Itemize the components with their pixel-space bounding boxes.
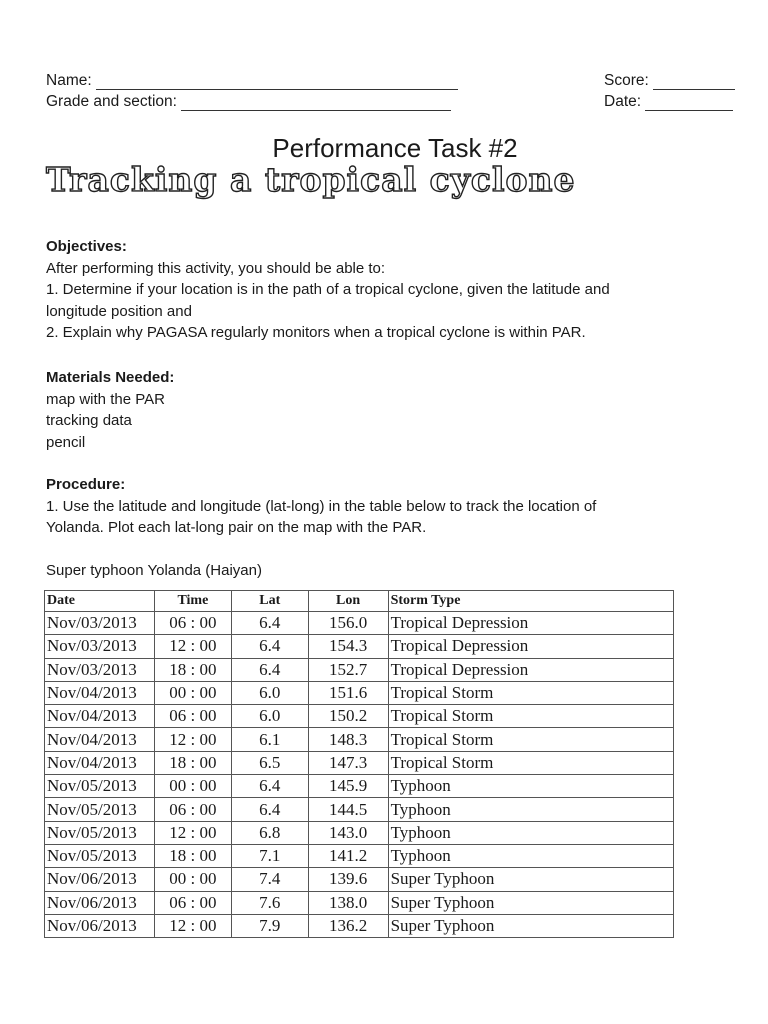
procedure-line-1: 1. Use the latitude and longitude (lat-long) in the table below to track the location of <box>46 497 597 515</box>
cell-storm-type: Tropical Storm <box>388 681 673 704</box>
cell-lat: 6.0 <box>231 681 308 704</box>
name-blank[interactable] <box>96 75 458 90</box>
cell-storm-type: Typhoon <box>388 821 673 844</box>
cell-lon: 147.3 <box>308 751 388 774</box>
materials-section <box>46 367 174 453</box>
cell-date: Nov/04/2013 <box>45 681 155 704</box>
objectives-intro: After performing this activity, you should be able to: <box>46 259 386 277</box>
cell-storm-type: Tropical Depression <box>388 658 673 681</box>
cell-storm-type: Typhoon <box>388 798 673 821</box>
score-field[interactable] <box>604 72 735 90</box>
cell-storm-type: Tropical Storm <box>388 751 673 774</box>
cell-time: 12 : 00 <box>154 635 231 658</box>
cell-lat: 7.9 <box>231 914 308 937</box>
header-lon: Lon <box>308 591 388 612</box>
cell-lat: 7.6 <box>231 891 308 914</box>
procedure-line-2: Yolanda. Plot each lat-long pair on the map with the PAR. <box>46 519 427 536</box>
table-row <box>45 612 674 635</box>
cell-lon: 139.6 <box>308 868 388 891</box>
cell-time: 12 : 00 <box>154 914 231 937</box>
cell-storm-type: Typhoon <box>388 844 673 867</box>
objective-1-line-1: 1. Determine if your location is in the path of a tropical cyclone, given the latitude and <box>46 281 610 298</box>
cell-lon: 144.5 <box>308 798 388 821</box>
cell-lon: 145.9 <box>308 775 388 798</box>
table-row <box>45 775 674 798</box>
cell-storm-type: Tropical Storm <box>388 705 673 728</box>
cell-lon: 152.7 <box>308 658 388 681</box>
cell-date: Nov/06/2013 <box>45 914 155 937</box>
cell-lat: 6.4 <box>231 612 308 635</box>
material-item: map with the PAR <box>46 390 165 408</box>
grade-section-blank[interactable] <box>181 96 451 111</box>
objectives-heading: Objectives: <box>46 238 127 255</box>
cell-date: Nov/03/2013 <box>45 658 155 681</box>
grade-section-label: Grade and section: <box>46 93 177 110</box>
cell-lat: 6.4 <box>231 798 308 821</box>
cell-lat: 7.1 <box>231 844 308 867</box>
cell-lat: 6.8 <box>231 821 308 844</box>
cell-storm-type: Typhoon <box>388 775 673 798</box>
materials-heading: Materials Needed: <box>46 369 175 386</box>
cell-time: 18 : 00 <box>154 658 231 681</box>
cell-date: Nov/05/2013 <box>45 775 155 798</box>
table-row <box>45 868 674 891</box>
cell-date: Nov/05/2013 <box>45 844 155 867</box>
table-header-row <box>45 591 674 612</box>
table-row <box>45 705 674 728</box>
cell-lon: 141.2 <box>308 844 388 867</box>
header-date: Date <box>45 591 155 612</box>
cell-lat: 6.0 <box>231 705 308 728</box>
cell-lon: 154.3 <box>308 635 388 658</box>
cell-storm-type: Tropical Storm <box>388 728 673 751</box>
cell-lat: 6.5 <box>231 751 308 774</box>
cell-lon: 148.3 <box>308 728 388 751</box>
cell-lon: 136.2 <box>308 914 388 937</box>
cell-time: 06 : 00 <box>154 891 231 914</box>
cell-lat: 6.4 <box>231 658 308 681</box>
material-item: pencil <box>46 433 86 451</box>
header-storm-type: Storm Type <box>388 591 673 612</box>
cell-date: Nov/06/2013 <box>45 891 155 914</box>
table-row <box>45 844 674 867</box>
cell-date: Nov/04/2013 <box>45 705 155 728</box>
cell-date: Nov/03/2013 <box>45 635 155 658</box>
cell-date: Nov/04/2013 <box>45 728 155 751</box>
date-blank[interactable] <box>645 96 733 111</box>
cell-time: 06 : 00 <box>154 705 231 728</box>
table-row <box>45 798 674 821</box>
grade-section-field[interactable] <box>46 93 451 111</box>
objective-1-line-2: longitude position and <box>46 302 192 320</box>
cell-lon: 151.6 <box>308 681 388 704</box>
name-label: Name: <box>46 72 92 89</box>
cell-storm-type: Tropical Depression <box>388 635 673 658</box>
table-row <box>45 658 674 681</box>
cell-date: Nov/03/2013 <box>45 612 155 635</box>
cell-storm-type: Tropical Depression <box>388 612 673 635</box>
cell-date: Nov/04/2013 <box>45 751 155 774</box>
objectives-section <box>46 236 610 344</box>
cell-time: 06 : 00 <box>154 798 231 821</box>
cell-lat: 6.4 <box>231 635 308 658</box>
procedure-heading: Procedure: <box>46 476 126 493</box>
cell-time: 12 : 00 <box>154 728 231 751</box>
cell-lat: 6.1 <box>231 728 308 751</box>
name-field[interactable] <box>46 72 458 90</box>
cell-lon: 156.0 <box>308 612 388 635</box>
table-caption: Super typhoon Yolanda (Haiyan) <box>46 562 262 579</box>
cell-time: 12 : 00 <box>154 821 231 844</box>
date-field[interactable] <box>604 93 733 111</box>
material-item: tracking data <box>46 412 132 429</box>
page-subtitle: Tracking a tropical cyclone <box>46 160 576 199</box>
procedure-section <box>46 474 596 539</box>
table-row <box>45 681 674 704</box>
cell-time: 00 : 00 <box>154 681 231 704</box>
page-title: Performance Task #2 <box>272 133 518 163</box>
cell-storm-type: Super Typhoon <box>388 914 673 937</box>
tracking-data-table <box>44 590 674 938</box>
cell-time: 18 : 00 <box>154 844 231 867</box>
objective-2: 2. Explain why PAGASA regularly monitors when a tropical cyclone is within PAR. <box>46 324 586 341</box>
cell-date: Nov/06/2013 <box>45 868 155 891</box>
cell-time: 06 : 00 <box>154 612 231 635</box>
score-blank[interactable] <box>653 75 735 90</box>
table-row <box>45 635 674 658</box>
cell-storm-type: Super Typhoon <box>388 891 673 914</box>
header-time: Time <box>154 591 231 612</box>
cell-lat: 6.4 <box>231 775 308 798</box>
table-row <box>45 751 674 774</box>
table-row <box>45 891 674 914</box>
cell-storm-type: Super Typhoon <box>388 868 673 891</box>
cell-date: Nov/05/2013 <box>45 821 155 844</box>
cell-time: 00 : 00 <box>154 775 231 798</box>
table-row <box>45 728 674 751</box>
cell-time: 00 : 00 <box>154 868 231 891</box>
score-label: Score: <box>604 72 649 89</box>
cell-lon: 150.2 <box>308 705 388 728</box>
cell-lat: 7.4 <box>231 868 308 891</box>
cell-lon: 143.0 <box>308 821 388 844</box>
date-label: Date: <box>604 93 642 110</box>
table-row <box>45 821 674 844</box>
cell-date: Nov/05/2013 <box>45 798 155 821</box>
table-body <box>45 612 674 938</box>
table-row <box>45 914 674 937</box>
cell-lon: 138.0 <box>308 891 388 914</box>
header-lat: Lat <box>231 591 308 612</box>
cell-time: 18 : 00 <box>154 751 231 774</box>
